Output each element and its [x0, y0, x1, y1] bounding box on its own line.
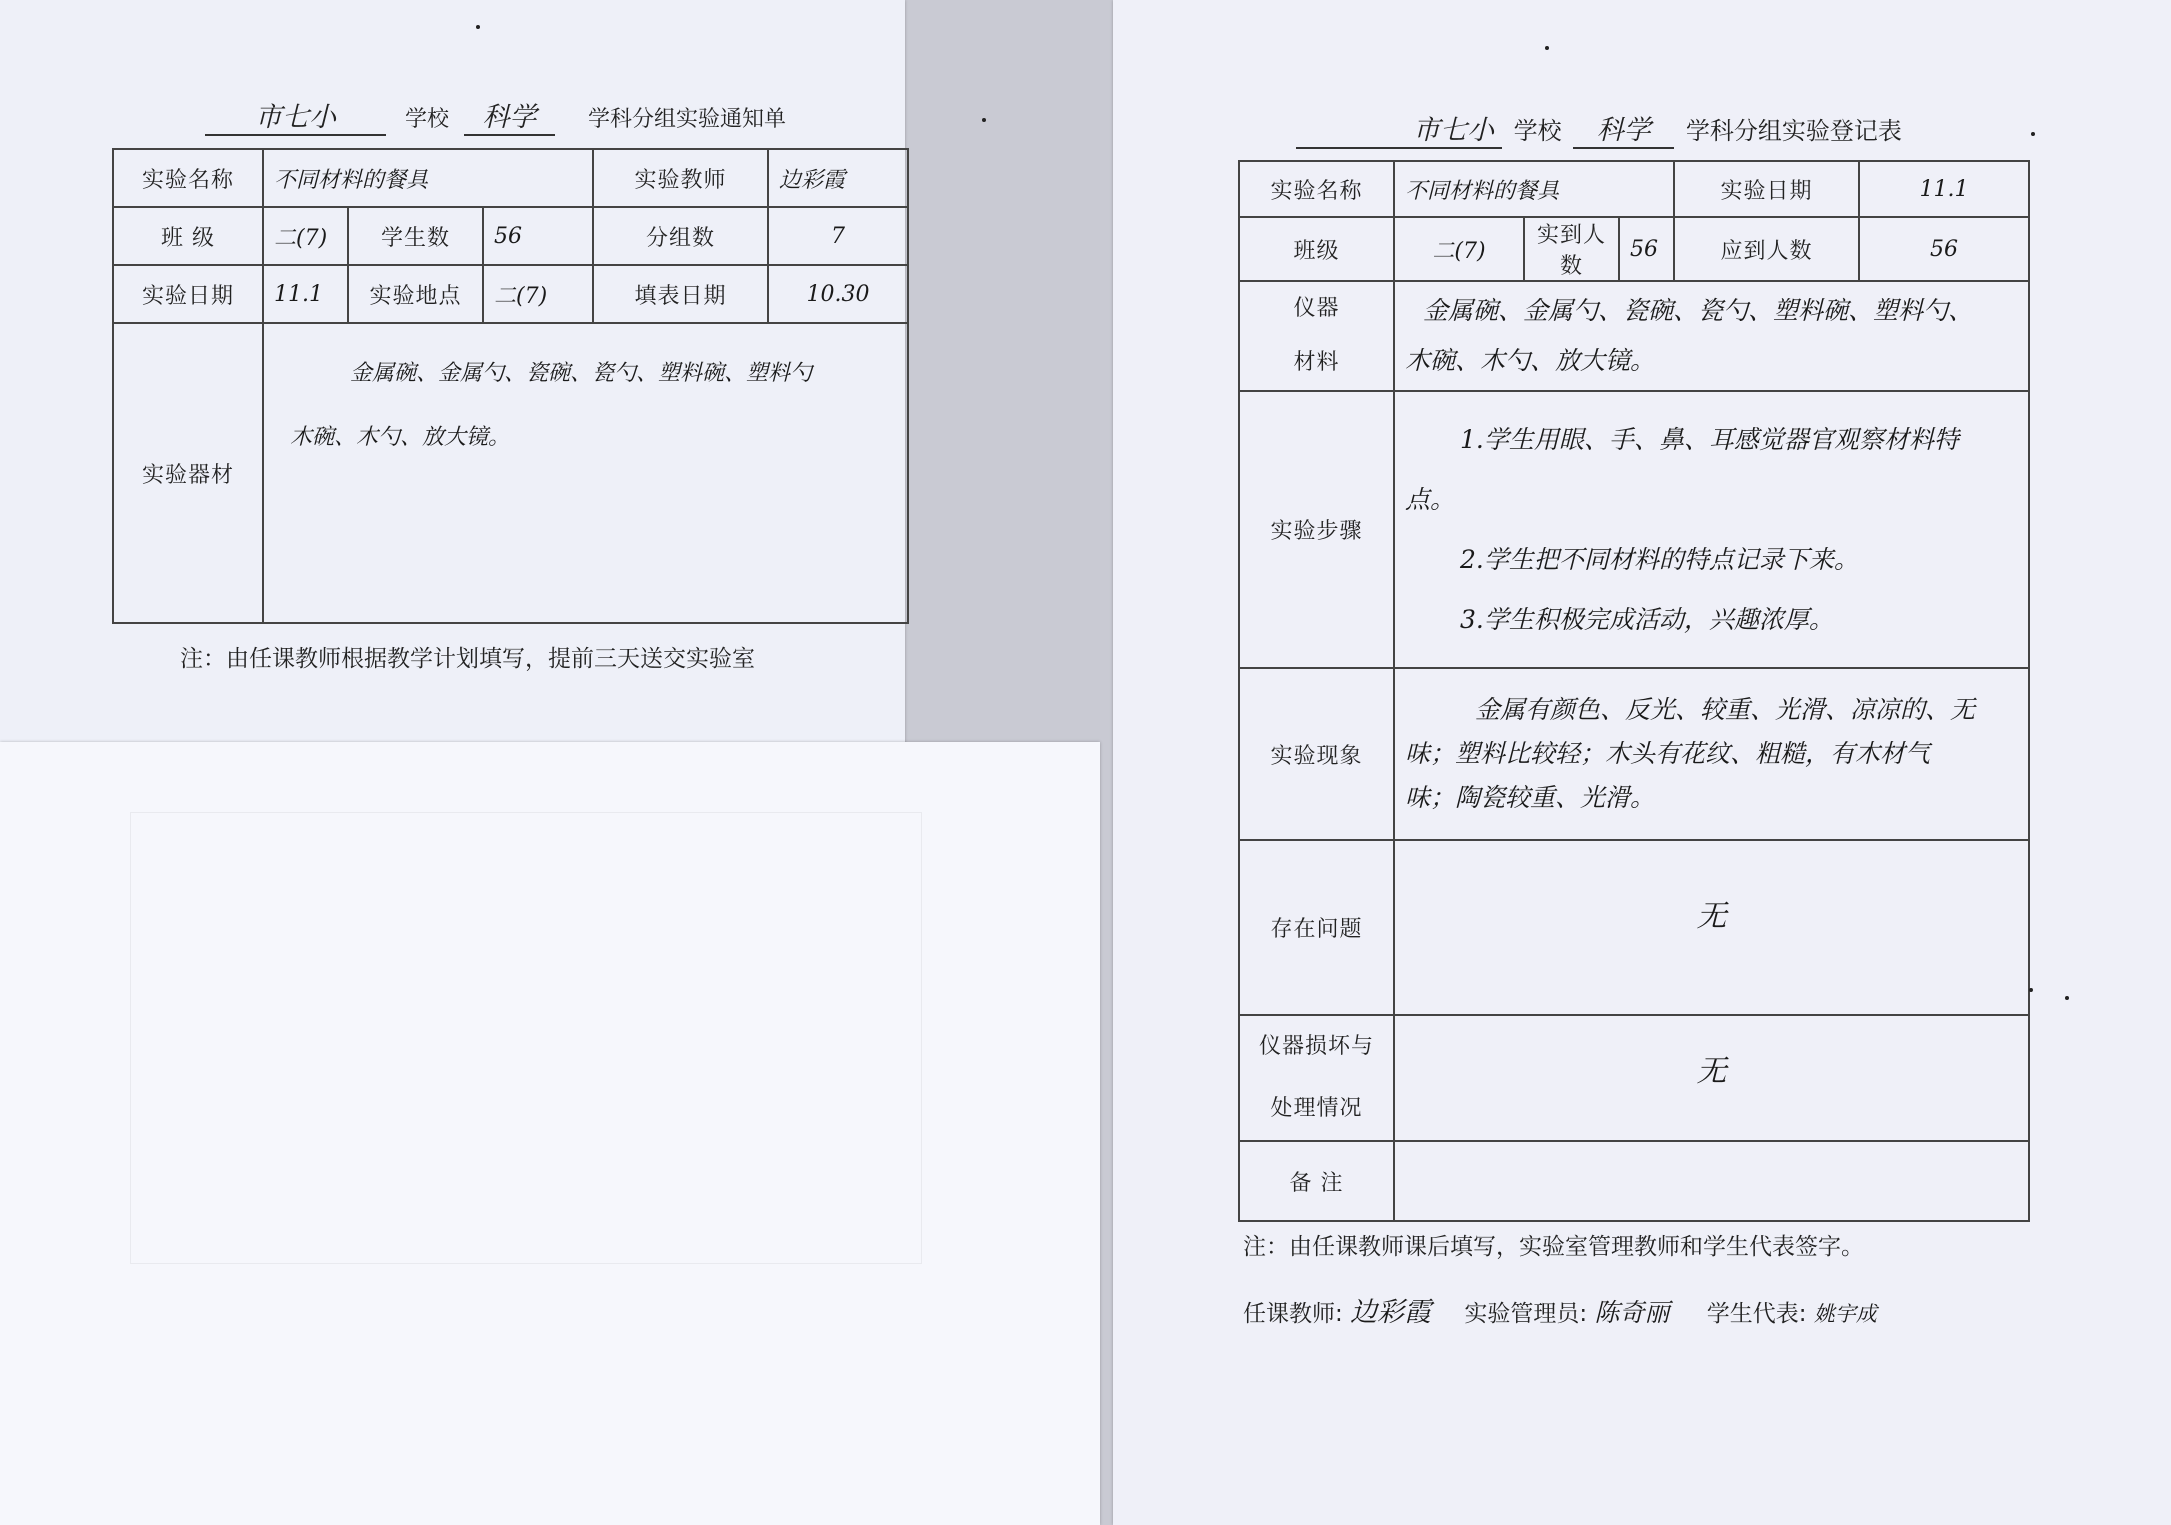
notice-label-teacher: 实验教师	[593, 149, 768, 207]
notice-value-class: 二(7)	[263, 207, 348, 265]
notice-subject: 科学	[464, 95, 555, 136]
notice-label-fill-date: 填表日期	[593, 265, 768, 323]
notice-label-groups: 分组数	[593, 207, 768, 265]
register-label-instruments-2: 材料	[1293, 350, 1340, 375]
notice-label-class: 班 级	[113, 207, 263, 265]
register-signatures	[1243, 1290, 1877, 1329]
register-value-actual: 56	[1619, 217, 1674, 281]
bleed-through-table	[130, 812, 922, 1264]
register-label-actual: 实到人数	[1524, 217, 1619, 281]
notice-label-date: 实验日期	[113, 265, 263, 323]
register-school-label: 学校	[1513, 117, 1562, 145]
signature-admin-label: 实验管理员:	[1464, 1301, 1588, 1327]
ink-dot	[476, 25, 480, 29]
notice-value-location: 二(7)	[483, 265, 593, 323]
notice-equipment-line2: 木碗、木勺、放大镜。	[290, 425, 511, 450]
notice-title-suffix: 学科分组实验通知单	[588, 107, 787, 132]
register-label-problems: 存在问题	[1239, 840, 1394, 1015]
notice-label-name: 实验名称	[113, 149, 263, 207]
register-label-damage-1: 仪器损坏与	[1258, 1034, 1374, 1059]
notice-school-label: 学校	[405, 107, 450, 132]
ink-dot	[2031, 132, 2035, 136]
notice-value-teacher: 边彩霞	[768, 149, 908, 207]
register-label-class: 班级	[1239, 217, 1394, 281]
register-sheet	[1113, 0, 2171, 1525]
ink-dot	[2029, 988, 2033, 992]
register-title	[1296, 108, 1902, 149]
register-value-class: 二(7)	[1394, 217, 1524, 281]
register-phenomena-line2: 味；塑料比较轻；木头有花纹、粗糙，有木材气	[1405, 739, 1931, 768]
register-value-remarks	[1394, 1141, 2029, 1221]
notice-equipment-line1: 金属碗、金属勺、瓷碗、瓷勺、塑料碗、塑料勺	[350, 361, 813, 386]
ink-dot	[2065, 996, 2069, 1000]
notice-value-fill-date: 10.30	[768, 265, 908, 323]
register-subject: 科学	[1573, 108, 1674, 149]
notice-school: 市七小	[205, 95, 386, 136]
notice-label-location: 实验地点	[348, 265, 483, 323]
register-value-name: 不同材料的餐具	[1394, 161, 1674, 217]
ink-dot	[1545, 46, 1549, 50]
notice-value-groups: 7	[768, 207, 908, 265]
register-label-damage	[1239, 1015, 1394, 1141]
register-step1-line1: 1.学生用眼、手、鼻、耳感觉器官观察材料特	[1460, 424, 1959, 454]
register-value-problems: 无	[1394, 840, 2029, 1015]
register-label-date: 实验日期	[1674, 161, 1859, 217]
register-step1-line2: 点。	[1405, 484, 1456, 514]
register-value-phenomena	[1394, 668, 2029, 840]
signature-admin: 陈奇丽	[1594, 1298, 1670, 1327]
register-label-expected: 应到人数	[1674, 217, 1859, 281]
signature-student: 姚宇成	[1813, 1302, 1877, 1326]
register-value-damage: 无	[1394, 1015, 2029, 1141]
register-table	[1238, 160, 2030, 1222]
register-value-date: 11.1	[1859, 161, 2029, 217]
register-step2: 2.学生把不同材料的特点记录下来。	[1460, 544, 1859, 574]
register-school: 市七小	[1296, 108, 1502, 149]
register-footnote: 注：由任课教师课后填写，实验室管理教师和学生代表签字。	[1243, 1234, 1864, 1260]
notice-value-date: 11.1	[263, 265, 348, 323]
register-value-steps	[1394, 391, 2029, 668]
register-phenomena-line1: 金属有颜色、反光、较重、光滑、凉凉的、无	[1475, 695, 1976, 724]
signature-teacher: 边彩霞	[1350, 1297, 1432, 1328]
register-value-expected: 56	[1859, 217, 2029, 281]
register-step3: 3.学生积极完成活动，兴趣浓厚。	[1460, 604, 1834, 634]
notice-table	[112, 148, 909, 624]
register-instruments-line1: 金属碗、金属勺、瓷碗、瓷勺、塑料碗、塑料勺、	[1423, 296, 1974, 325]
notice-value-equipment	[263, 323, 908, 623]
notice-label-equipment: 实验器材	[113, 323, 263, 623]
notice-label-students: 学生数	[348, 207, 483, 265]
register-label-name: 实验名称	[1239, 161, 1394, 217]
register-instruments-line2: 木碗、木勺、放大镜。	[1405, 346, 1656, 375]
notice-value-students: 56	[483, 207, 593, 265]
register-label-instruments	[1239, 281, 1394, 391]
register-label-steps: 实验步骤	[1239, 391, 1394, 668]
ink-dot	[982, 118, 986, 122]
register-title-suffix: 学科分组实验登记表	[1685, 117, 1902, 145]
signature-teacher-label: 任课教师:	[1243, 1301, 1343, 1327]
blank-sheet	[0, 742, 1100, 1525]
register-phenomena-line3: 味；陶瓷较重、光滑。	[1405, 783, 1656, 812]
register-label-remarks: 备 注	[1239, 1141, 1394, 1221]
notice-footnote: 注：由任课教师根据教学计划填写，提前三天送交实验室	[180, 646, 755, 672]
notice-title	[205, 95, 786, 136]
notice-value-name: 不同材料的餐具	[263, 149, 593, 207]
register-label-instruments-1: 仪器	[1293, 296, 1340, 321]
signature-student-label: 学生代表:	[1706, 1301, 1807, 1327]
register-label-phenomena: 实验现象	[1239, 668, 1394, 840]
register-label-damage-2: 处理情况	[1270, 1096, 1363, 1121]
notice-sheet	[0, 0, 905, 745]
register-value-instruments	[1394, 281, 2029, 391]
